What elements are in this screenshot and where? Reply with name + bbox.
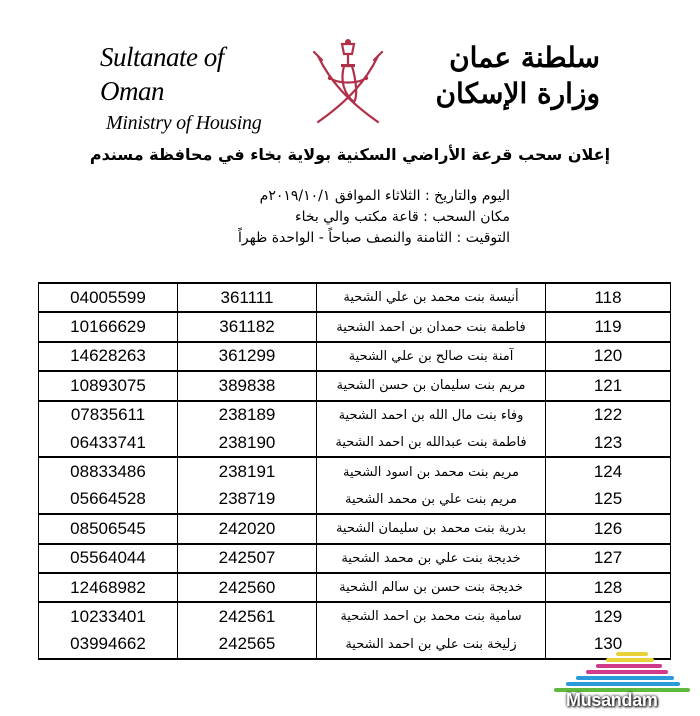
table-row <box>39 544 671 573</box>
draw-place: مكان السحب : قاعة مكتب والي بخاء <box>294 209 510 225</box>
name-cell: خديجة بنت علي بن محمد الشحية <box>317 544 546 573</box>
serial-number-cell: 126 <box>546 514 671 543</box>
name-cell: زليخة بنت علي بن احمد الشحية <box>317 631 546 659</box>
oman-khanjar-emblem-icon <box>308 36 388 128</box>
watermark-text: Musandam <box>566 690 658 710</box>
name-cell: آمنة بنت صالح بن علي الشحية <box>317 342 546 371</box>
draw-info <box>150 186 510 249</box>
card-number-cell: 361299 <box>178 342 317 371</box>
serial-number-cell: 120 <box>546 342 671 371</box>
serial-number-cell: 123 <box>546 429 671 457</box>
phone-cell: 04005599 <box>39 283 178 312</box>
phone-cell: 12468982 <box>39 573 178 602</box>
serial-number-cell: 129 <box>546 602 671 630</box>
card-number-cell: 238190 <box>178 429 317 457</box>
header-en-country: Sultanate of Oman <box>100 42 224 106</box>
card-number-cell: 238191 <box>178 457 317 485</box>
phone-cell: 03994662 <box>39 631 178 659</box>
table-row <box>39 457 671 485</box>
name-cell: سامية بنت محمد بن احمد الشحية <box>317 602 546 630</box>
table-row <box>39 342 671 371</box>
phone-cell: 10233401 <box>39 602 178 630</box>
serial-number-cell: 121 <box>546 371 671 400</box>
serial-number-cell: 124 <box>546 457 671 485</box>
name-cell: بدرية بنت محمد بن سليمان الشحية <box>317 514 546 543</box>
phone-cell: 10893075 <box>39 371 178 400</box>
name-cell: مريم بنت سليمان بن حسن الشحية <box>317 371 546 400</box>
serial-number-cell: 118 <box>546 283 671 312</box>
table-row <box>39 514 671 543</box>
table-row <box>39 312 671 341</box>
phone-cell: 10166629 <box>39 312 178 341</box>
table-row <box>39 573 671 602</box>
serial-number-cell: 128 <box>546 573 671 602</box>
card-number-cell: 242565 <box>178 631 317 659</box>
phone-cell: 06433741 <box>39 429 178 457</box>
table-row <box>39 602 671 630</box>
header-english <box>100 40 280 138</box>
header-en-ministry: Ministry of Housing <box>106 112 262 134</box>
phone-cell: 14628263 <box>39 342 178 371</box>
phone-cell: 05564044 <box>39 544 178 573</box>
table-row <box>39 283 671 312</box>
card-number-cell: 242561 <box>178 602 317 630</box>
card-number-cell: 242507 <box>178 544 317 573</box>
phone-cell: 08506545 <box>39 514 178 543</box>
name-cell: مريم بنت محمد بن اسود الشحية <box>317 457 546 485</box>
card-number-cell: 361111 <box>178 283 317 312</box>
name-cell: وفاء بنت مال الله بن احمد الشحية <box>317 401 546 429</box>
serial-number-cell: 122 <box>546 401 671 429</box>
header-arabic <box>420 40 600 112</box>
serial-number-cell: 127 <box>546 544 671 573</box>
name-cell: خديجة بنت حسن بن سالم الشحية <box>317 573 546 602</box>
card-number-cell: 238719 <box>178 486 317 514</box>
serial-number-cell: 119 <box>546 312 671 341</box>
header-ar-ministry: وزارة الإسكان <box>435 77 600 110</box>
announcement-title: إعلان سحب قرعة الأراضي السكنية بولاية بخاء في محافظة مسندم <box>89 145 611 164</box>
card-number-cell: 389838 <box>178 371 317 400</box>
name-cell: أنيسة بنت محمد بن علي الشحية <box>317 283 546 312</box>
phone-cell: 08833486 <box>39 457 178 485</box>
card-number-cell: 238189 <box>178 401 317 429</box>
serial-number-cell: 130 <box>546 631 671 659</box>
phone-cell: 05664528 <box>39 486 178 514</box>
table-row <box>39 486 671 514</box>
header-ar-country: سلطنة عمان <box>449 41 600 74</box>
name-cell: فاطمة بنت حمدان بن احمد الشحية <box>317 312 546 341</box>
table-row <box>39 401 671 429</box>
draw-date: اليوم والتاريخ : الثلاثاء الموافق ٢٠١٩/١٠/١م <box>259 188 510 204</box>
name-cell: مريم بنت علي بن محمد الشحية <box>317 486 546 514</box>
card-number-cell: 361182 <box>178 312 317 341</box>
serial-number-cell: 125 <box>546 486 671 514</box>
card-number-cell: 242560 <box>178 573 317 602</box>
applicants-table <box>38 282 671 660</box>
name-cell: فاطمة بنت عبدالله بن احمد الشحية <box>317 429 546 457</box>
table-row <box>39 371 671 400</box>
phone-cell: 07835611 <box>39 401 178 429</box>
card-number-cell: 242020 <box>178 514 317 543</box>
draw-time: التوقيت : الثامنة والنصف صباحاً - الواحدة ظهراً <box>238 230 510 246</box>
table-row <box>39 429 671 457</box>
